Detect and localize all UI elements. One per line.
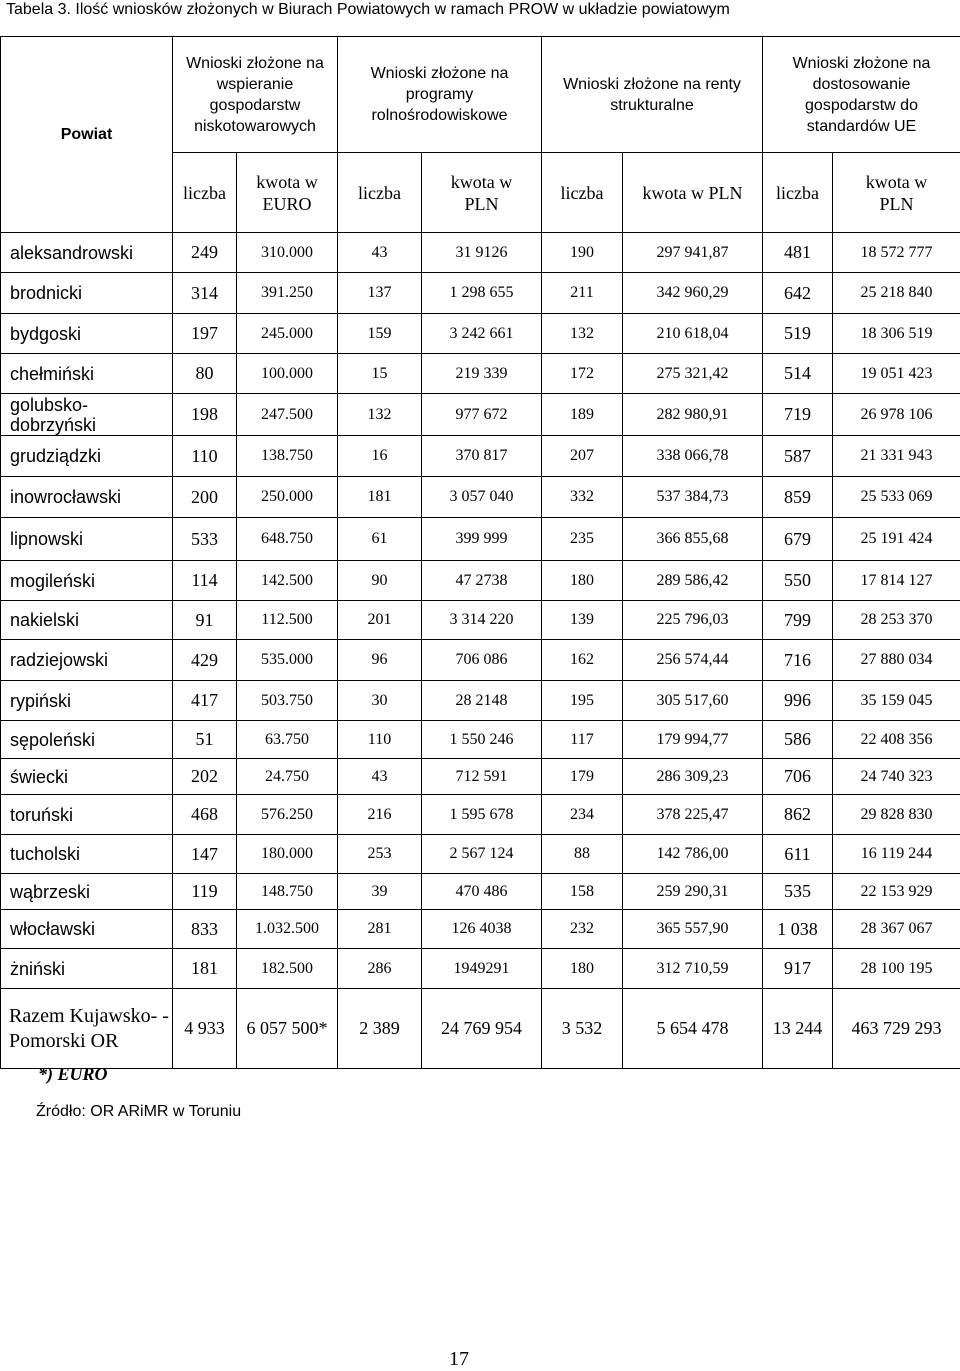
table-cell: 172 [542, 354, 623, 394]
table-cell: 117 [542, 721, 623, 759]
table-cell: 1 038 [763, 910, 833, 949]
table-cell: 282 980,91 [623, 394, 763, 436]
table-cell: 799 [763, 601, 833, 640]
table-cell: 245.000 [237, 314, 338, 354]
table-cell: 63.750 [237, 721, 338, 759]
total-row [1, 989, 960, 1069]
table-row [1, 681, 960, 721]
table-row [1, 354, 960, 394]
table-cell: 256 574,44 [623, 640, 763, 681]
table-cell: 142 786,00 [623, 835, 763, 874]
header-group-2: Wnioski złożone na programy rolnośrodowiskowe [338, 37, 542, 153]
table-cell: 211 [542, 273, 623, 314]
table-cell: 181 [173, 949, 237, 989]
table-cell: 47 2738 [422, 561, 542, 601]
table-cell: 100.000 [237, 354, 338, 394]
table-cell: 2 567 124 [422, 835, 542, 874]
table-cell: 159 [338, 314, 422, 354]
table-cell: 289 586,42 [623, 561, 763, 601]
table-cell: 147 [173, 835, 237, 874]
table-row [1, 314, 960, 354]
table-cell: 200 [173, 477, 237, 518]
table-cell: 29 828 830 [833, 795, 960, 835]
table-cell: 338 066,78 [623, 436, 763, 477]
table-cell: 917 [763, 949, 833, 989]
table-cell: 51 [173, 721, 237, 759]
district-name: chełmiński [1, 354, 173, 394]
table-cell: 642 [763, 273, 833, 314]
table-cell: 706 [763, 759, 833, 795]
table-cell: 18 572 777 [833, 233, 960, 273]
table-cell: 162 [542, 640, 623, 681]
sub-header-6: liczba [763, 153, 833, 233]
total-label: Razem Kujawsko- -Pomorski OR [1, 989, 173, 1069]
table-cell: 25 218 840 [833, 273, 960, 314]
table-cell: 43 [338, 233, 422, 273]
table-cell: 198 [173, 394, 237, 436]
table-cell: 28 367 067 [833, 910, 960, 949]
table-cell: 43 [338, 759, 422, 795]
table-cell: 180 [542, 561, 623, 601]
table-cell: 519 [763, 314, 833, 354]
table-cell: 158 [542, 874, 623, 910]
sub-header-7: kwota w PLN [833, 153, 960, 233]
table-cell: 139 [542, 601, 623, 640]
district-name: inowrocławski [1, 477, 173, 518]
table-cell: 470 486 [422, 874, 542, 910]
page-number: 17 [449, 1348, 469, 1371]
table-cell: 189 [542, 394, 623, 436]
total-cell: 5 654 478 [623, 989, 763, 1069]
table-cell: 61 [338, 518, 422, 561]
table-cell: 977 672 [422, 394, 542, 436]
table-row [1, 910, 960, 949]
table-cell: 112.500 [237, 601, 338, 640]
table-cell: 207 [542, 436, 623, 477]
table-cell: 679 [763, 518, 833, 561]
table-cell: 250.000 [237, 477, 338, 518]
district-name: nakielski [1, 601, 173, 640]
table-cell: 481 [763, 233, 833, 273]
table-cell: 201 [338, 601, 422, 640]
table-cell: 126 4038 [422, 910, 542, 949]
district-name: żniński [1, 949, 173, 989]
total-cell: 463 729 293 [833, 989, 960, 1069]
district-name: brodnicki [1, 273, 173, 314]
table-cell: 862 [763, 795, 833, 835]
table-cell: 535 [763, 874, 833, 910]
table-cell: 833 [173, 910, 237, 949]
table-cell: 219 339 [422, 354, 542, 394]
table-cell: 210 618,04 [623, 314, 763, 354]
table-cell: 259 290,31 [623, 874, 763, 910]
district-name: golubsko-dobrzyński [1, 394, 173, 436]
table-row [1, 436, 960, 477]
total-cell: 13 244 [763, 989, 833, 1069]
district-name: aleksandrowski [1, 233, 173, 273]
table-cell: 503.750 [237, 681, 338, 721]
table-cell: 587 [763, 436, 833, 477]
table-cell: 365 557,90 [623, 910, 763, 949]
table-cell: 3 057 040 [422, 477, 542, 518]
table-cell: 180.000 [237, 835, 338, 874]
total-cell: 24 769 954 [422, 989, 542, 1069]
table-row [1, 518, 960, 561]
table-cell: 195 [542, 681, 623, 721]
table-cell: 314 [173, 273, 237, 314]
table-cell: 232 [542, 910, 623, 949]
table-cell: 3 314 220 [422, 601, 542, 640]
table-cell: 286 [338, 949, 422, 989]
district-name: lipnowski [1, 518, 173, 561]
group-header-row [1, 37, 960, 153]
table-cell: 537 384,73 [623, 477, 763, 518]
table-row [1, 601, 960, 640]
table-cell: 25 191 424 [833, 518, 960, 561]
table-cell: 648.750 [237, 518, 338, 561]
table-cell: 3 242 661 [422, 314, 542, 354]
table-cell: 249 [173, 233, 237, 273]
district-name: włocławski [1, 910, 173, 949]
table-cell: 1 298 655 [422, 273, 542, 314]
table-cell: 370 817 [422, 436, 542, 477]
table-row [1, 640, 960, 681]
table-cell: 148.750 [237, 874, 338, 910]
table-cell: 31 9126 [422, 233, 542, 273]
district-name: bydgoski [1, 314, 173, 354]
table-cell: 1949291 [422, 949, 542, 989]
table-cell: 180 [542, 949, 623, 989]
table-cell: 576.250 [237, 795, 338, 835]
table-cell: 119 [173, 874, 237, 910]
table-cell: 18 306 519 [833, 314, 960, 354]
table-cell: 305 517,60 [623, 681, 763, 721]
header-group-4: Wnioski złożone na dostosowanie gospodarstw do standardów UE [763, 37, 960, 153]
table-cell: 21 331 943 [833, 436, 960, 477]
table-cell: 26 978 106 [833, 394, 960, 436]
district-name: mogileński [1, 561, 173, 601]
table-cell: 378 225,47 [623, 795, 763, 835]
table-cell: 22 153 929 [833, 874, 960, 910]
table-cell: 286 309,23 [623, 759, 763, 795]
table-cell: 96 [338, 640, 422, 681]
table-row [1, 949, 960, 989]
source-note: Źródło: OR ARiMR w Toruniu [36, 1103, 241, 1121]
table-cell: 550 [763, 561, 833, 601]
table-cell: 179 994,77 [623, 721, 763, 759]
table-cell: 310.000 [237, 233, 338, 273]
sub-header-4: liczba [542, 153, 623, 233]
table-cell: 716 [763, 640, 833, 681]
data-table [0, 36, 960, 1069]
table-cell: 297 941,87 [623, 233, 763, 273]
table-row [1, 759, 960, 795]
table-cell: 15 [338, 354, 422, 394]
district-name: sępoleński [1, 721, 173, 759]
table-cell: 16 119 244 [833, 835, 960, 874]
table-cell: 197 [173, 314, 237, 354]
table-cell: 28 2148 [422, 681, 542, 721]
table-cell: 16 [338, 436, 422, 477]
table-row [1, 273, 960, 314]
sub-header-1: kwota w EURO [237, 153, 338, 233]
table-cell: 27 880 034 [833, 640, 960, 681]
table-cell: 25 533 069 [833, 477, 960, 518]
footnote: *) EURO [38, 1064, 108, 1085]
table-cell: 399 999 [422, 518, 542, 561]
table-cell: 28 253 370 [833, 601, 960, 640]
table-cell: 234 [542, 795, 623, 835]
sub-header-0: liczba [173, 153, 237, 233]
table-cell: 182.500 [237, 949, 338, 989]
sub-header-2: liczba [338, 153, 422, 233]
sub-header-3: kwota w PLN [422, 153, 542, 233]
table-cell: 90 [338, 561, 422, 601]
table-cell: 275 321,42 [623, 354, 763, 394]
table-cell: 181 [338, 477, 422, 518]
total-cell: 6 057 500* [237, 989, 338, 1069]
district-name: tucholski [1, 835, 173, 874]
table-cell: 137 [338, 273, 422, 314]
table-cell: 332 [542, 477, 623, 518]
table-cell: 1 595 678 [422, 795, 542, 835]
table-row [1, 561, 960, 601]
table-cell: 190 [542, 233, 623, 273]
table-cell: 429 [173, 640, 237, 681]
table-cell: 24 740 323 [833, 759, 960, 795]
table-cell: 514 [763, 354, 833, 394]
table-row [1, 795, 960, 835]
header-powiat: Powiat [1, 37, 173, 233]
table-row [1, 835, 960, 874]
table-cell: 138.750 [237, 436, 338, 477]
table-row [1, 233, 960, 273]
table-cell: 342 960,29 [623, 273, 763, 314]
total-cell: 4 933 [173, 989, 237, 1069]
table-cell: 216 [338, 795, 422, 835]
table-caption: Tabela 3. Ilość wniosków złożonych w Biurach Powiatowych w ramach PROW w układzie powiatowym [6, 0, 730, 20]
table-cell: 39 [338, 874, 422, 910]
district-name: toruński [1, 795, 173, 835]
table-cell: 706 086 [422, 640, 542, 681]
table-cell: 719 [763, 394, 833, 436]
table-row [1, 721, 960, 759]
table-cell: 19 051 423 [833, 354, 960, 394]
table-cell: 417 [173, 681, 237, 721]
table-cell: 535.000 [237, 640, 338, 681]
table-cell: 235 [542, 518, 623, 561]
header-group-1: Wnioski złożone na wspieranie gospodarstw niskotowarowych [173, 37, 338, 153]
district-name: rypiński [1, 681, 173, 721]
table-row [1, 394, 960, 436]
table-cell: 533 [173, 518, 237, 561]
table-cell: 142.500 [237, 561, 338, 601]
table-cell: 312 710,59 [623, 949, 763, 989]
sub-header-5: kwota w PLN [623, 153, 763, 233]
table-cell: 132 [338, 394, 422, 436]
table-row [1, 874, 960, 910]
table-cell: 468 [173, 795, 237, 835]
table-cell: 611 [763, 835, 833, 874]
table-cell: 586 [763, 721, 833, 759]
table-cell: 1.032.500 [237, 910, 338, 949]
table-cell: 712 591 [422, 759, 542, 795]
total-cell: 2 389 [338, 989, 422, 1069]
table-cell: 80 [173, 354, 237, 394]
table-cell: 22 408 356 [833, 721, 960, 759]
header-group-3: Wnioski złożone na renty strukturalne [542, 37, 763, 153]
table-cell: 391.250 [237, 273, 338, 314]
table-cell: 28 100 195 [833, 949, 960, 989]
district-name: radziejowski [1, 640, 173, 681]
district-name: wąbrzeski [1, 874, 173, 910]
district-name: grudziądzki [1, 436, 173, 477]
table-cell: 132 [542, 314, 623, 354]
table-cell: 859 [763, 477, 833, 518]
table-cell: 110 [173, 436, 237, 477]
table-cell: 114 [173, 561, 237, 601]
district-name: świecki [1, 759, 173, 795]
table-cell: 17 814 127 [833, 561, 960, 601]
table-cell: 1 550 246 [422, 721, 542, 759]
table-cell: 366 855,68 [623, 518, 763, 561]
table-cell: 110 [338, 721, 422, 759]
table-cell: 30 [338, 681, 422, 721]
table-cell: 179 [542, 759, 623, 795]
table-cell: 202 [173, 759, 237, 795]
table-cell: 91 [173, 601, 237, 640]
table-cell: 225 796,03 [623, 601, 763, 640]
table-cell: 996 [763, 681, 833, 721]
table-row [1, 477, 960, 518]
table-cell: 24.750 [237, 759, 338, 795]
table-cell: 35 159 045 [833, 681, 960, 721]
total-cell: 3 532 [542, 989, 623, 1069]
table-cell: 253 [338, 835, 422, 874]
table-cell: 281 [338, 910, 422, 949]
table-cell: 247.500 [237, 394, 338, 436]
table-cell: 88 [542, 835, 623, 874]
